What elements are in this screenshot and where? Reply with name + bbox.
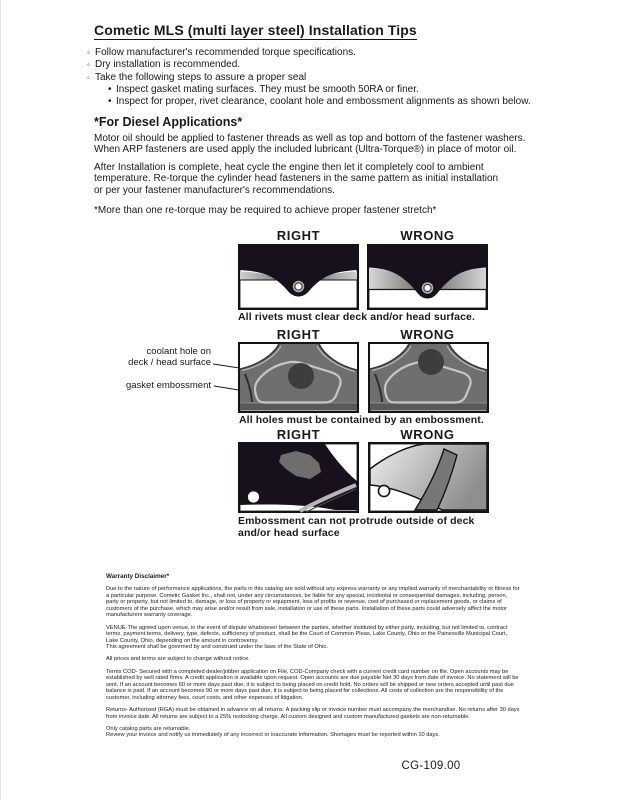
- row2-caption: All holes must be contained by an embossment.: [239, 414, 484, 426]
- diesel-paragraph-1: [94, 133, 525, 156]
- row3-caption: [238, 516, 475, 539]
- row1-caption: All rivets must clear deck and/or head surface.: [238, 311, 475, 323]
- diagram-protrusion-wrong: [368, 442, 489, 513]
- coolant-hole-icon: [288, 363, 314, 389]
- list-item: [87, 47, 531, 59]
- right-label: RIGHT: [276, 427, 321, 442]
- diagram-embossment-wrong: [368, 342, 489, 413]
- page-title: Cometic MLS (multi layer steel) Installation Tips: [94, 22, 417, 38]
- paragraph-line: or per your fastener manufacturer's recommendations.: [94, 184, 335, 196]
- list-item-text: Follow manufacturer's recommended torque specifications.: [95, 47, 356, 58]
- list-item: [87, 59, 531, 71]
- bullet-icon: •: [108, 96, 112, 108]
- gasket-embossment-label: gasket embossment: [125, 380, 211, 391]
- warranty-disclaimer: [106, 574, 520, 739]
- disclaimer-paragraph: Terms COD- Secured with a completed dealer/jobber application on File, COD-Company check with a current credit card number on file. Open accounts may be established by well rated firms. A credit application is available upon request. Open accounts are due payable Net 30 days from date of invoice. No statement will be sent. If an account becomes 60 or more days past due, it is subject to being placed on credit hold. No orders will be shipped or new orders accepted until past due balance is paid. If an account becomes 90 or more days past due, it is subject to being placed for collections. All costs of collection are the responsibility of the customer, including attorney fees, court costs, and other expenses of litigation.: [106, 668, 519, 701]
- paragraph-line: When ARP fasteners are used apply the included lubricant (Ultra-Torque®) in place of motor oil.: [94, 144, 517, 156]
- diagram-rivet-wrong: [367, 244, 488, 310]
- list-item-text: Inspect gasket mating surfaces. They must be smooth 50RA or finer.: [116, 83, 419, 95]
- list-item-text: Inspect for proper, rivet clearance, coolant hole and embossment alignments as shown below.: [116, 96, 531, 108]
- list-item-text: Dry installation is recommended.: [95, 59, 241, 71]
- paragraph-line: temperature. Re-torque the cylinder head fasteners in the same pattern as initial installation: [94, 173, 499, 185]
- right-label: RIGHT: [276, 228, 321, 243]
- disclaimer-paragraph: VENUE-The agreed upon venue, in the event of dispute whatsoever between the parties, whether instituted by either party, including, but not limited to, contract terms, payment terms, delivery, type, defects, sufficiency of product, shall be the Court of Common Pleas, Lake County, Ohio or the Painesville Municipal Court, Lake County, Ohio, depending on the amount in controversy.: [106, 624, 508, 644]
- list-item-text: Take the following steps to assure a proper seal: [95, 71, 307, 83]
- list-sub-item: [108, 96, 531, 108]
- list-sub-item: [108, 84, 531, 96]
- bolt-hole-icon: [248, 491, 259, 502]
- bullet-icon: •: [108, 83, 112, 95]
- disclaimer-paragraph: All prices and terms are subject to change without notice.: [106, 656, 250, 663]
- diagram-rivet-right: [238, 244, 359, 310]
- caption-line: Embossment can not protrude outside of deck: [238, 515, 475, 527]
- paragraph-line: After Installation is complete, heat cycle the engine then let it completely cool to ambient: [94, 162, 484, 173]
- diesel-paragraph-2: [94, 162, 498, 196]
- bullet-icon: ◦: [87, 48, 90, 57]
- caption-line: and/or head surface: [238, 526, 340, 539]
- disclaimer-heading: Warranty Disclaimer*: [106, 573, 170, 580]
- disclaimer-paragraph: Due to the nature of performance applications, the parts in this catalog are sold without any express warranty or any implied warranty of merchantability or fitness for a particular purpose. Cometic Gasket Inc., shall not, under any circumstances, be liable for any special, incidental or consequential damages, including, person, party or property, but not limited to, damage, or loss of property or equipment, loss of profits or revenue, cost of purchased or replacement goods, or claims of customers of the purchase, which may arise and/or result from sale, installation or use of these parts. Installation of these parts could adversely affect the motor manufacturers warranty coverage.: [106, 586, 520, 619]
- disclaimer-paragraph: Review your invoice and notify us immediately of any incorrect or inaccurate information. Shortages must be reported within 10 days.: [106, 732, 440, 739]
- list-item: [87, 72, 531, 84]
- retorque-note: *More than one re-torque may be required to achieve proper fastener stretch*: [94, 205, 437, 216]
- bullet-icon: ◦: [87, 72, 90, 82]
- page-code: CG-109.00: [401, 760, 461, 772]
- paragraph-line: Motor oil should be applied to fastener threads as well as top and bottom of the fastener washers.: [94, 133, 526, 144]
- right-label: RIGHT: [276, 327, 321, 342]
- diagram-protrusion-right: [238, 442, 359, 513]
- coolant-hole-label-2: deck / head surface: [128, 357, 211, 368]
- coolant-hole-icon: [418, 349, 444, 375]
- wrong-label: WRONG: [400, 327, 455, 342]
- wrong-label: WRONG: [400, 427, 455, 442]
- disclaimer-paragraph: Only catalog parts are returnable.: [106, 725, 191, 732]
- installation-tips-list: [87, 47, 531, 108]
- disclaimer-paragraph: This agreement shall be governed by and construed under the laws of the State of Ohio.: [106, 644, 328, 651]
- diesel-heading: *For Diesel Applications*: [94, 115, 243, 129]
- bolt-hole-icon: [378, 485, 389, 496]
- diagram-embossment-right: [238, 342, 359, 413]
- wrong-label: WRONG: [400, 228, 455, 243]
- disclaimer-paragraph: Returns- Authorized (RGA) must be obtained in advance on all returns. A packing slip or invoice number must accompany the merchandise. No returns after 30 days from invoice date. All returns are subject to a 25% restocking charge. All custom designed and custom manufactured gaskets are non-returnable.: [106, 707, 520, 720]
- coolant-hole-label: coolant hole on: [146, 346, 211, 357]
- bullet-icon: ◦: [87, 60, 90, 70]
